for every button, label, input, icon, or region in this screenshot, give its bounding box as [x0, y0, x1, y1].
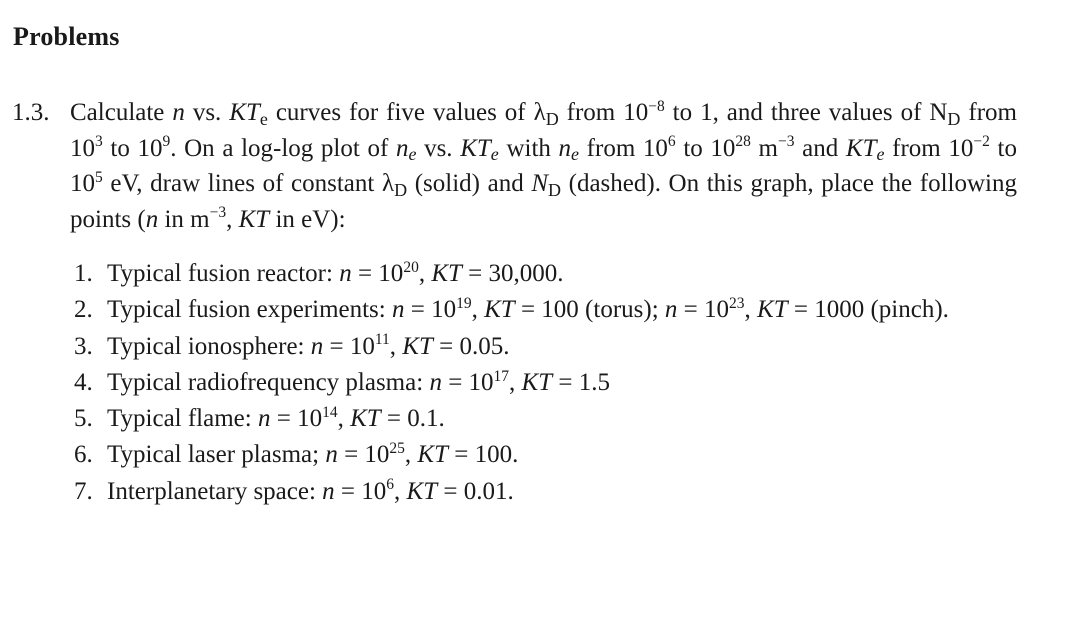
list-item-number: 5.	[74, 405, 93, 433]
list-item-text: Interplanetary space: $n = 10^6$, KT = 0.01.	[107, 476, 514, 505]
list-item	[74, 437, 1009, 473]
list-item	[74, 256, 1009, 292]
list-item-text: Typical flame: $n = 10^{14}$, KT = 0.1.	[107, 403, 445, 433]
list-item-number: 7.	[74, 477, 93, 505]
list-item-number: 2.	[74, 296, 93, 324]
problem-block	[12, 95, 1017, 237]
list-item	[74, 365, 1009, 401]
list-item-text: Typical laser plasma; $n = 10^{25}$, KT = 100.	[107, 440, 519, 469]
list-item	[74, 329, 1009, 365]
list-item-text: Typical fusion experiments: $n = 10^{19}$, KT = 100 (torus); $n = 10^{23}$, KT = 1000 (pinch).	[107, 295, 949, 324]
list-item-number: 3.	[74, 332, 93, 360]
list-item-number: 4.	[74, 368, 93, 396]
point-list	[74, 256, 1009, 510]
list-item	[74, 401, 1009, 437]
list-item-text: Typical ionosphere: $n = 10^{11}$, KT = 0.05.	[107, 331, 510, 360]
list-item	[74, 474, 1009, 510]
list-item-number: 6.	[74, 441, 93, 469]
list-item-number: 1.	[74, 260, 93, 287]
section-heading: Problems	[13, 22, 120, 51]
problem-number: 1.3.	[12, 99, 50, 126]
problem-statement: Calculate n vs. $KT_e$ curves for five values of $\lambda_D$ from $10^{-8}$ to 1, and three values of $N_D$ from $10^3$ to $10^9$. On a log-log plot of $n_e$ vs. $KT_e$ with $n_e$ from $10^6$ to $10^{28}$ $m^{-3}$ and $KT_e$ from $10^{-2}$ to $10^5$ eV, draw lines of constant $\lambda_D$ (solid) and $N_D$ (dashed). On this graph, place the following points (n in $m^{-3}$, KT in eV):	[70, 97, 1017, 233]
list-item-text: Typical fusion reactor: $n = 10^{20}$, KT = 30,000.	[107, 258, 564, 287]
list-item	[74, 292, 1009, 328]
list-item-text: Typical radiofrequency plasma: $n = 10^{17}$, KT = 1.5	[107, 367, 610, 396]
